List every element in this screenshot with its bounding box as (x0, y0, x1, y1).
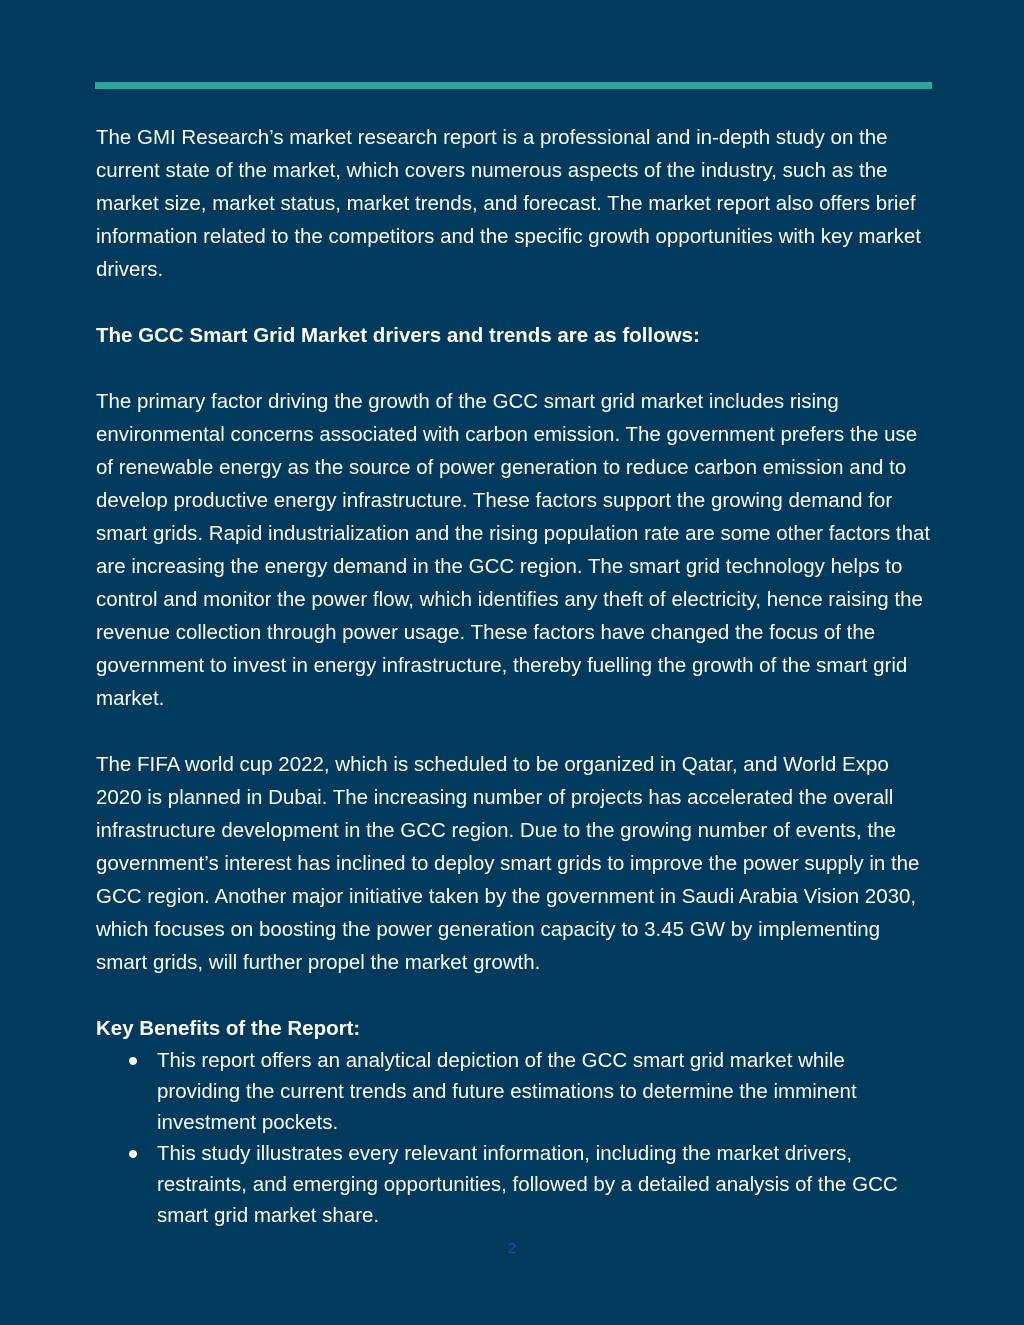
benefit-item (96, 1138, 932, 1231)
document-body (96, 121, 932, 1231)
benefit-text: This study illustrates every relevant information, including the market drivers, restraints, and emerging opportunities, followed by a detailed analysis of the GCC smart grid market share. (157, 1142, 898, 1227)
benefits-list (96, 1045, 932, 1231)
benefit-text: This report offers an analytical depiction of the GCC smart grid market while providing the current trends and future estimations to determine the imminent investment pockets. (157, 1049, 857, 1134)
top-accent-rule (95, 82, 932, 89)
bullet-icon (129, 1057, 137, 1065)
benefits-heading: Key Benefits of the Report: (96, 1017, 361, 1040)
bullet-icon (129, 1150, 137, 1158)
drivers-paragraph-1: The primary factor driving the growth of the GCC smart grid market includes rising environmental concerns associated with carbon emission. The government prefers the use of renewable energy as the source of power generation to reduce carbon emission and to develop productive energy infrastructure. These factors support the growing demand for smart grids. Rapid industrialization and the rising population rate are some other factors that are increasing the energy demand in the GCC region. The smart grid technology helps to control and monitor the power flow, which identifies any theft of electricity, hence raising the revenue collection through power usage. These factors have changed the focus of the government to invest in energy infrastructure, thereby fuelling the growth of the smart grid market. (96, 390, 931, 710)
drivers-paragraph-2: The FIFA world cup 2022, which is scheduled to be organized in Qatar, and World Expo 2020 is planned in Dubai. The increasing number of projects has accelerated the overall infrastructure development in the GCC region. Due to the growing number of events, the government’s interest has inclined to deploy smart grids to improve the power supply in the GCC region. Another major initiative taken by the government in Saudi Arabia Vision 2030, which focuses on boosting the power generation capacity to 3.45 GW by implementing smart grids, will further propel the market growth. (96, 753, 920, 974)
page-number: 2 (507, 1240, 517, 1257)
benefit-item (96, 1045, 932, 1138)
intro-paragraph: The GMI Research’s market research report is a professional and in-depth study on the current state of the market, which covers numerous aspects of the industry, such as the market size, market status, market trends, and forecast. The market report also offers brief information related to the competitors and the specific growth opportunities with key market drivers. (96, 126, 921, 281)
drivers-heading: The GCC Smart Grid Market drivers and trends are as follows: (96, 324, 700, 347)
